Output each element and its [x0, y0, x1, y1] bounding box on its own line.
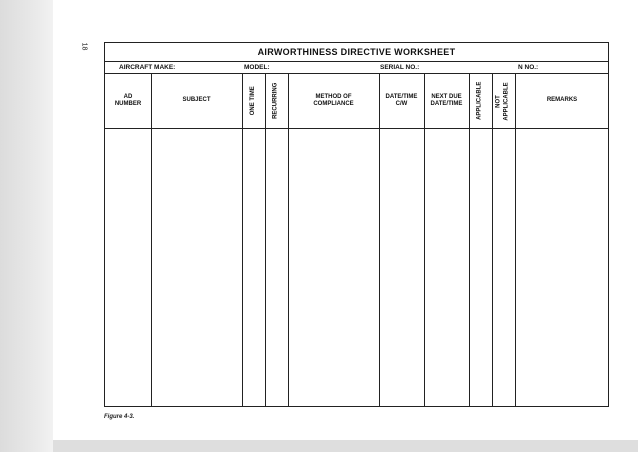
datetime-cw-label-2: C/W: [395, 101, 408, 107]
col-header-not-applicable: [492, 74, 515, 128]
aircraft-make-field[interactable]: AIRCRAFT MAKE:: [119, 64, 176, 71]
remarks-label: REMARKS: [546, 97, 578, 104]
title-divider: [105, 61, 608, 62]
col-header-method: [288, 74, 379, 128]
col-header-next-due: [424, 74, 469, 128]
col-header-subject: [151, 74, 242, 128]
col-header-applicable: [469, 74, 492, 128]
col-header-datetime-cw: [379, 74, 424, 128]
datetime-cw-label-1: DATE/TIME: [385, 93, 418, 100]
recurring-label: RECURRING: [272, 82, 279, 120]
ad-number-label-2: NUMBER: [114, 101, 142, 107]
not-applicable-label-1: NOT: [496, 94, 502, 108]
worksheet-title: AIRWORTHINESS DIRECTIVE WORKSHEET: [257, 47, 456, 57]
subject-label: SUBJECT: [182, 97, 211, 104]
ad-worksheet-form: [104, 42, 609, 407]
scan-shadow-strip: [0, 0, 53, 452]
col-header-one-time: [242, 74, 265, 128]
model-field[interactable]: MODEL:: [244, 64, 270, 71]
method-label-1: METHOD OF: [315, 93, 352, 100]
col-header-ad-number: [105, 74, 151, 128]
method-label-2: COMPLIANCE: [313, 101, 354, 107]
next-due-label-2: DATE/TIME: [430, 101, 463, 107]
col-header-recurring: [265, 74, 288, 128]
page-number: 18: [80, 42, 88, 51]
header-divider: [105, 128, 608, 129]
page-bottom-edge: [53, 440, 638, 452]
ad-number-label-1: AD: [123, 93, 133, 100]
serial-no-field[interactable]: SERIAL NO.:: [380, 64, 420, 71]
col-header-remarks: [515, 74, 609, 128]
next-due-label-1: NEXT DUE: [431, 93, 462, 100]
one-time-label: ONE TIME: [249, 86, 256, 116]
figure-caption: Figure 4-3.: [104, 414, 135, 420]
not-applicable-label-2: APPLICABLE: [503, 81, 510, 121]
n-no-field[interactable]: N NO.:: [518, 64, 539, 71]
applicable-label: APPLICABLE: [476, 81, 483, 121]
